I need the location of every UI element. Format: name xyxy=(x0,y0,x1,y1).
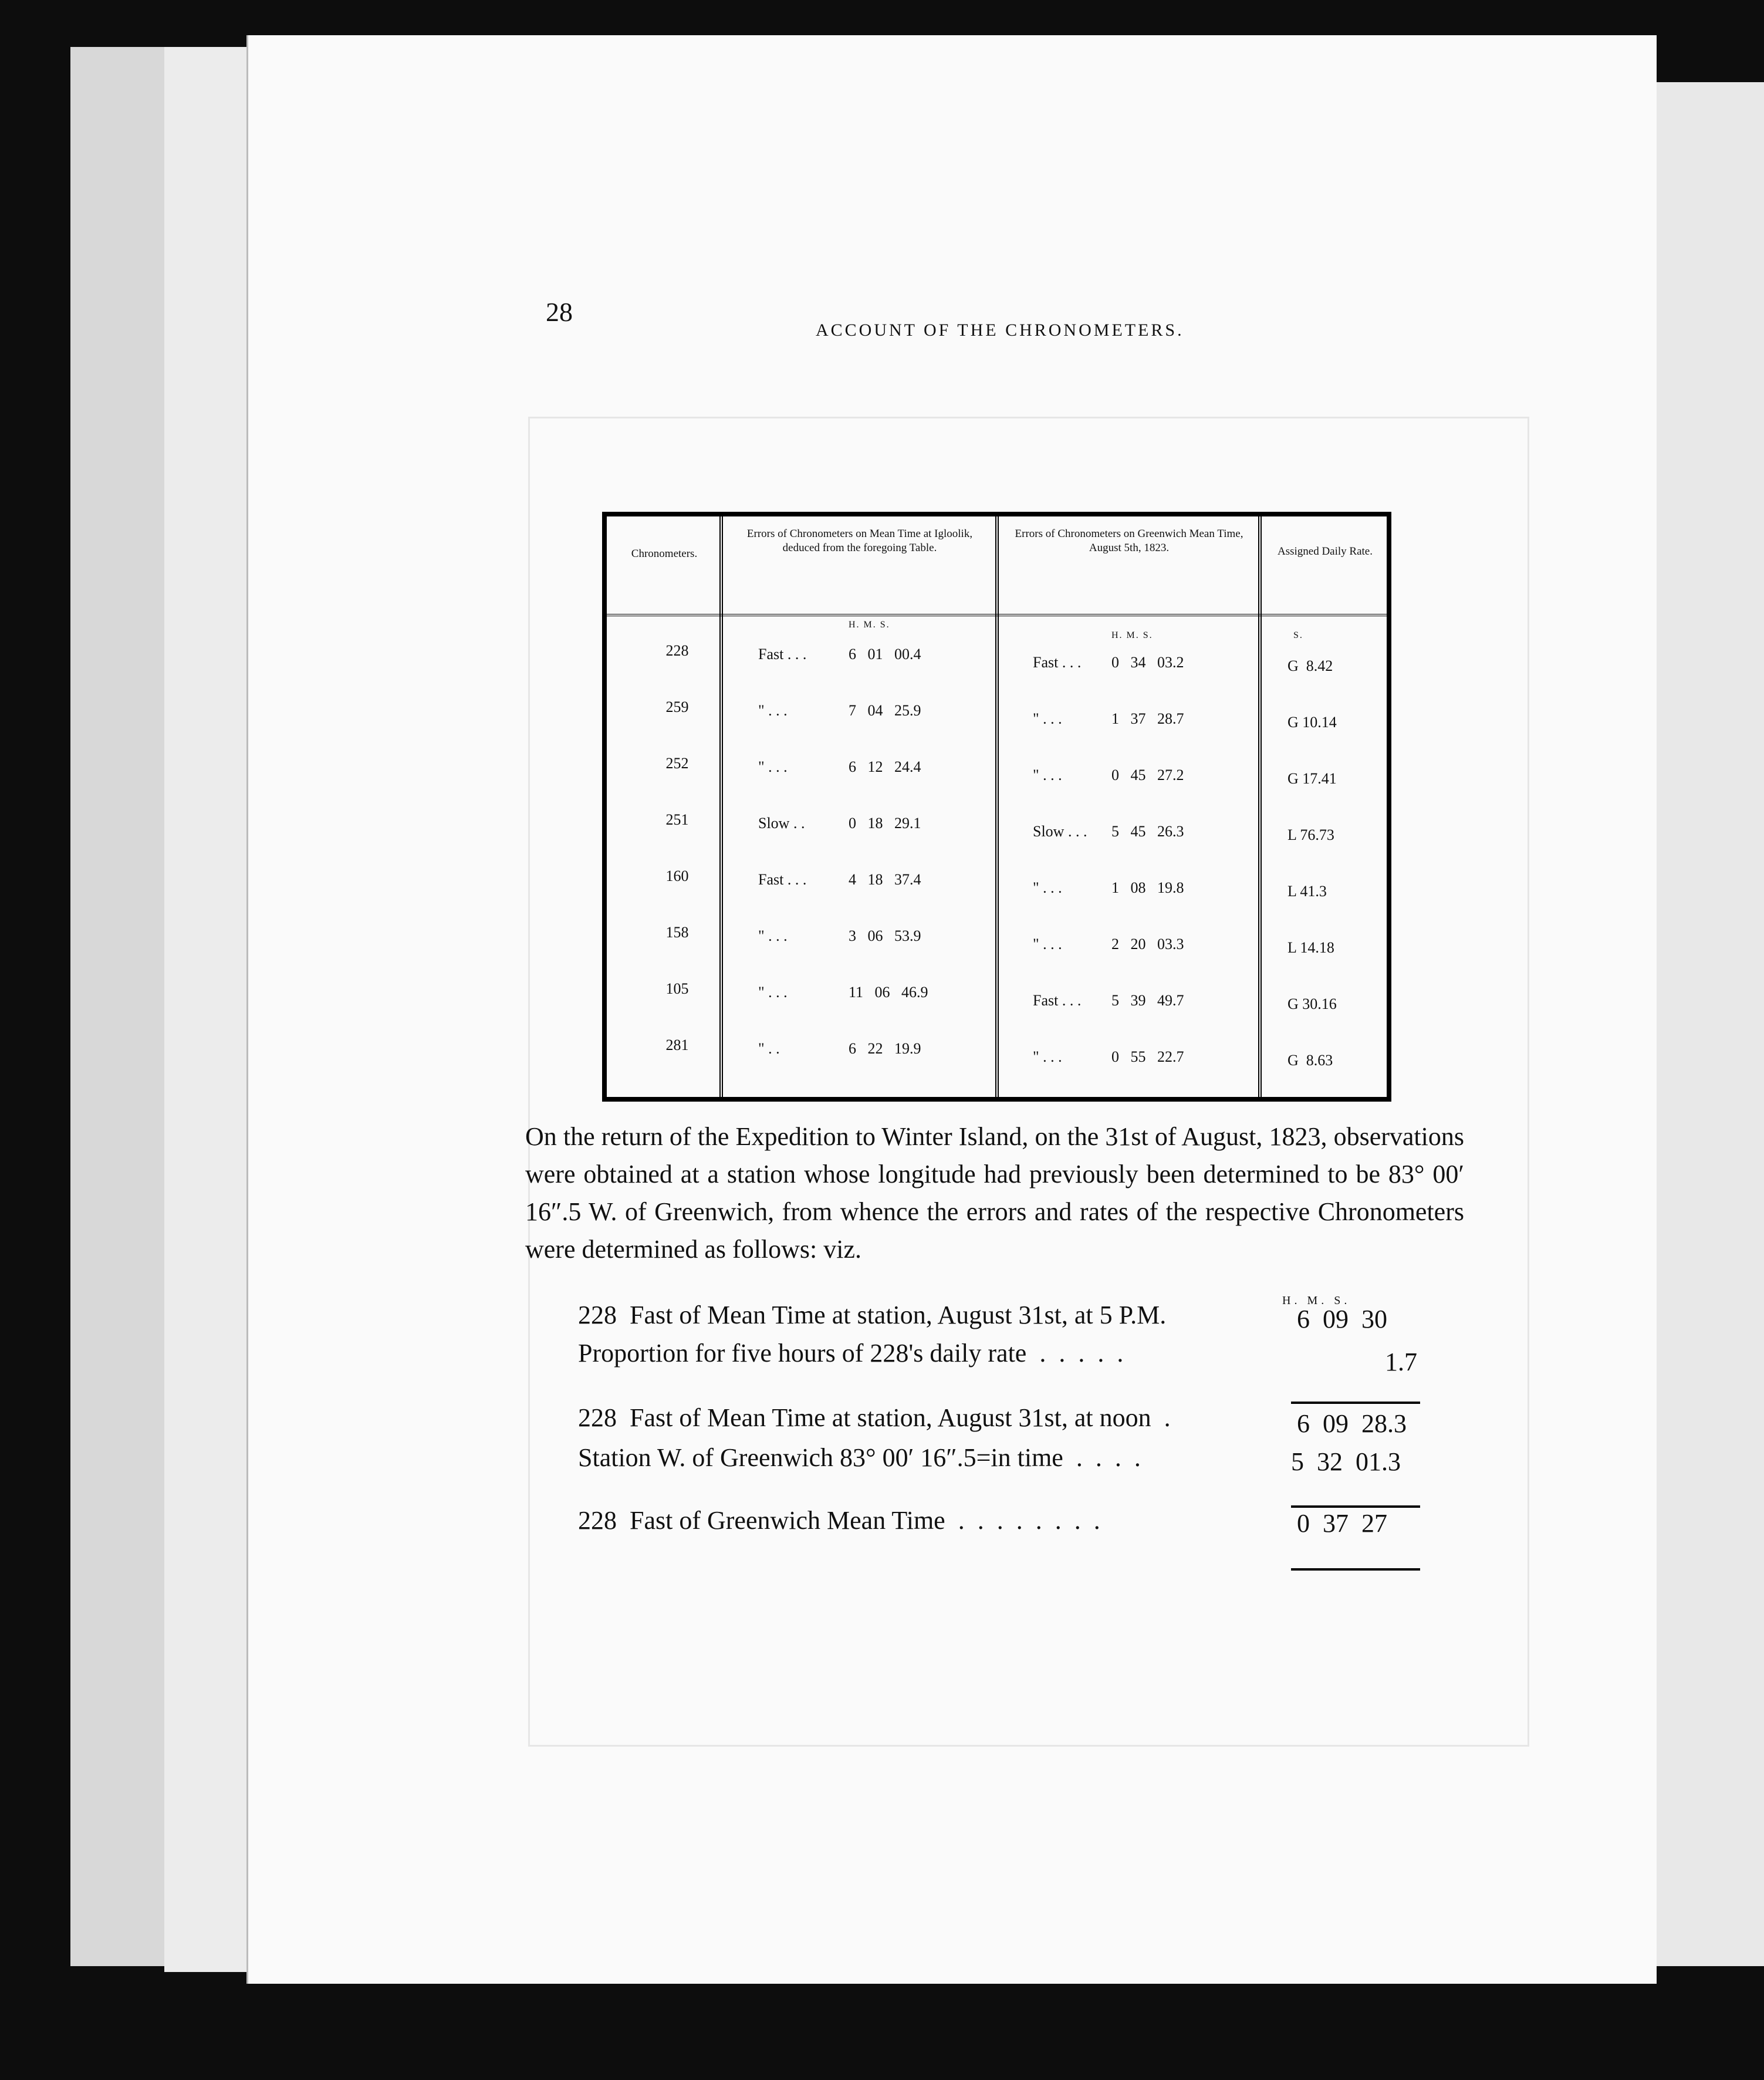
chronometer-id: 158 xyxy=(665,924,689,941)
mean-time-direction: " . . . xyxy=(758,984,788,1001)
column-rule xyxy=(1258,516,1262,1097)
right-page-edge xyxy=(1649,82,1764,1966)
mean-time-direction: " . . . xyxy=(758,702,788,719)
running-title: ACCOUNT OF THE CHRONOMETERS. xyxy=(816,320,1184,340)
mean-time-error: 6 12 24.4 xyxy=(849,758,921,775)
header-greenwich: Errors of Chronometers on Greenwich Mean Time, August 5th, 1823. xyxy=(1015,528,1243,554)
calc-value-1: 6 09 30 xyxy=(1297,1305,1387,1333)
calc-value-2: 1.7 xyxy=(1385,1348,1417,1376)
daily-rate: L 41.3 xyxy=(1287,883,1327,900)
header-rate: Assigned Daily Rate. xyxy=(1277,545,1373,558)
column-rule xyxy=(719,516,723,1097)
calc-value-3: 6 09 28.3 xyxy=(1297,1409,1407,1438)
page-number: 28 xyxy=(546,297,573,327)
units-rate: S. xyxy=(1293,630,1303,640)
daily-rate: G 30.16 xyxy=(1287,995,1337,1012)
mean-time-error: 3 06 53.9 xyxy=(849,927,921,944)
chronometer-id: 160 xyxy=(665,867,689,884)
greenwich-error: 0 45 27.2 xyxy=(1111,767,1184,784)
calc-line-5: 228 Fast of Greenwich Mean Time . . . . . . . . xyxy=(578,1506,1100,1535)
greenwich-direction: Fast . . . xyxy=(1033,992,1082,1009)
units-mean-time: H. M. S. xyxy=(849,620,890,630)
greenwich-error: 0 34 03.2 xyxy=(1111,654,1184,671)
body-paragraph: On the return of the Expedition to Winter Island, on the 31st of August, 1823, observations were obtained at a station whose longitude had previously been determined to be 83° 00′ 16″.5 W. of Greenwich, from whence the errors and rates of the respective Chronometers were determined as follows: viz. xyxy=(525,1122,1464,1264)
difference-rule xyxy=(1291,1505,1420,1508)
calc-value-5: 0 37 27 xyxy=(1297,1509,1387,1538)
greenwich-error: 5 39 49.7 xyxy=(1111,992,1184,1009)
calc-value-4: 5 32 01.3 xyxy=(1291,1447,1401,1476)
header-rule xyxy=(607,614,1387,616)
chronometer-id: 281 xyxy=(665,1036,689,1053)
sum-rule xyxy=(1291,1402,1420,1404)
column-rule xyxy=(995,516,999,1097)
mean-time-error: 7 04 25.9 xyxy=(849,702,921,719)
greenwich-error: 2 20 03.3 xyxy=(1111,936,1184,953)
mean-time-error: 11 06 46.9 xyxy=(849,984,928,1001)
chronometer-id: 252 xyxy=(665,755,689,772)
calc-line-4: Station W. of Greenwich 83° 00′ 16″.5=in time . . . . xyxy=(578,1443,1141,1472)
calc-units: H. M. S. xyxy=(1282,1294,1351,1307)
calc-line-2: Proportion for five hours of 228's daily rate . . . . . xyxy=(578,1339,1124,1367)
left-page-edge-inner xyxy=(164,47,260,1972)
greenwich-error: 1 37 28.7 xyxy=(1111,710,1184,727)
mean-time-error: 6 01 00.4 xyxy=(849,646,921,663)
units-greenwich: H. M. S. xyxy=(1111,630,1153,640)
greenwich-error: 5 45 26.3 xyxy=(1111,823,1184,840)
greenwich-direction: " . . . xyxy=(1033,710,1062,727)
greenwich-error: 0 55 22.7 xyxy=(1111,1048,1184,1065)
greenwich-direction: " . . . xyxy=(1033,767,1062,784)
calc-line-3: 228 Fast of Mean Time at station, August 31st, at noon . xyxy=(578,1403,1171,1432)
result-rule xyxy=(1291,1568,1420,1571)
chronometer-id: 251 xyxy=(665,811,689,828)
mean-time-direction: Slow . . xyxy=(758,815,805,832)
greenwich-direction: Slow . . . xyxy=(1033,823,1087,840)
chronometer-table xyxy=(602,512,1391,1102)
greenwich-error: 1 08 19.8 xyxy=(1111,879,1184,896)
mean-time-error: 4 18 37.4 xyxy=(849,871,921,888)
mean-time-error: 0 18 29.1 xyxy=(849,815,921,832)
mean-time-direction: Fast . . . xyxy=(758,871,807,888)
daily-rate: G 8.42 xyxy=(1287,657,1333,674)
chronometer-id: 259 xyxy=(665,698,689,715)
left-page-edge xyxy=(70,47,167,1966)
header-chronometers: Chronometers. xyxy=(631,548,698,560)
mean-time-direction: Fast . . . xyxy=(758,646,807,663)
mean-time-direction: " . . . xyxy=(758,927,788,944)
header-mean-time: Errors of Chronometers on Mean Time at Igloolik, deduced from the foregoing Table. xyxy=(746,528,973,554)
calc-line-1: 228 Fast of Mean Time at station, August 31st, at 5 P.M. xyxy=(578,1301,1167,1329)
daily-rate: L 76.73 xyxy=(1287,826,1334,843)
greenwich-direction: " . . . xyxy=(1033,936,1062,953)
daily-rate: G 8.63 xyxy=(1287,1052,1333,1069)
greenwich-direction: Fast . . . xyxy=(1033,654,1082,671)
greenwich-direction: " . . . xyxy=(1033,879,1062,896)
mean-time-direction: " . . xyxy=(758,1040,780,1057)
mean-time-error: 6 22 19.9 xyxy=(849,1040,921,1057)
daily-rate: L 14.18 xyxy=(1287,939,1334,956)
daily-rate: G 17.41 xyxy=(1287,770,1337,787)
chronometer-id: 105 xyxy=(665,980,689,997)
chronometer-id: 228 xyxy=(665,642,689,659)
mean-time-direction: " . . . xyxy=(758,758,788,775)
daily-rate: G 10.14 xyxy=(1287,714,1337,731)
greenwich-direction: " . . . xyxy=(1033,1048,1062,1065)
